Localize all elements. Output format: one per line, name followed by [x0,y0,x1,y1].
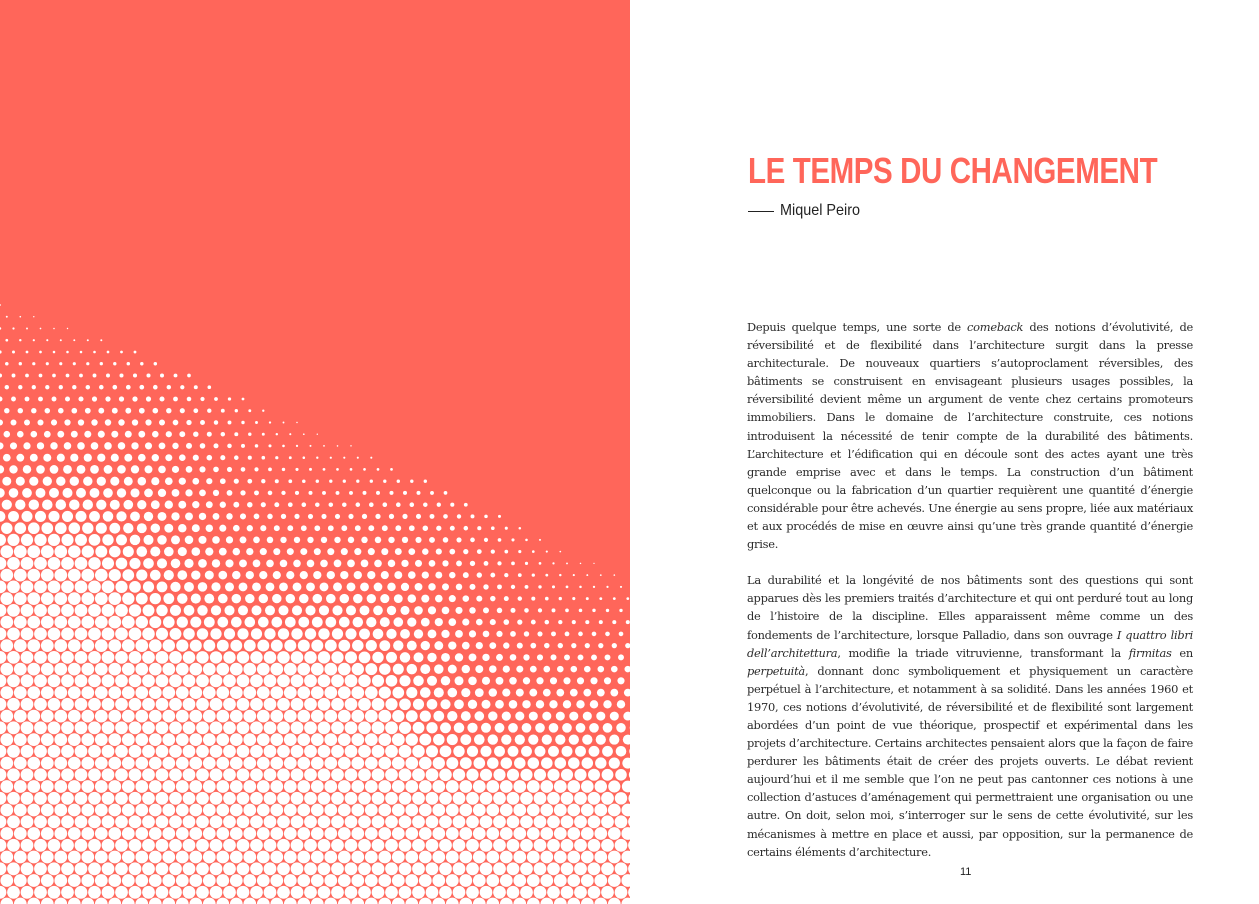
italic-term: firmitas [1128,645,1172,660]
right-page [630,0,1259,904]
italic-term: comeback [967,320,1024,334]
italic-term: perpetuità [747,663,805,678]
author-name: Miquel Peiro [780,202,861,219]
text-run: Depuis quelque temps, une sorte de [747,320,968,334]
text-run: des notions d’évolutivité, de réversibilité et de flexibilité dans l’architecture surgit dans la presse architecturale. De nouveaux quartiers s’autoproclament réversibles, des bâtiments se construisent en envisageant plusieurs usages possibles, la réversibilité devient même un argument de vente chez certains promoteurs immobiliers. Dans le domaine de l’architecture construite, ces notions introduisent la nécessité de tenir compte de la durabilité des bâtiments. L’architecture et l’édification qui en découle sont des actes ayant une très grande emprise avec et dans le temps. La construction d’un bâtiment quelconque ou la fabrication d’un quartier requièrent une quantité d’énergie considérable pour être achevés. Une énergie au sens propre, liée aux matériaux et aux procédés de mise en œuvre ainsi qu’une très grande quantité d’énergie grise. [747,320,1193,552]
chapter-title: LE TEMPS DU CHANGEMENT [748,150,1158,191]
author-dash [748,211,774,212]
author-byline [748,202,869,220]
text-run: , donnant donc symboliquement et physiquement un caractère perpétuel à l’architecture, et notamment à sa solidité. Dans les années 1960 et 1970, ces notions d’évolutivité, de réversibilité et de flexibilité sont largement abordées d’un point de vue théorique, prospectif et expérimental dans les projets d’architecture. Certains architectes pensaient alors que la façon de faire perdurer les bâtiments était de créer des projets ouverts. Le débat revient aujourd’hui et il me semble que l’on ne peut pas cantonner ces notions à une collection d’astuces d’aménagement qui permettraient une organisation ou une autre. On doit, selon moi, s’interroger sur le sens de cette évolutivité, sur les mécanismes à mettre en place et aussi, par opposition, sur la permanence de certains éléments d’architecture. [747,663,1193,859]
text-run: , modifie la triade vitruvienne, transformant la [837,645,1129,660]
paragraph-1 [747,318,1193,553]
paragraph-2 [747,571,1193,861]
italic-term: I quattro libri dell’architettura [747,627,1193,660]
page-number: 11 [960,866,972,878]
text-run: en [1171,645,1193,660]
text-run: La durabilité et la longévité de nos bâtiments sont des questions qui sont apparues dès les premiers traités d’architecture et qui ont perduré tout au long de l’histoire de la discipline. Elles apparaissent même comme un des fondements de l’architecture, lorsque Palladio, dans son ouvrage [747,573,1193,642]
body-text [747,318,1193,879]
